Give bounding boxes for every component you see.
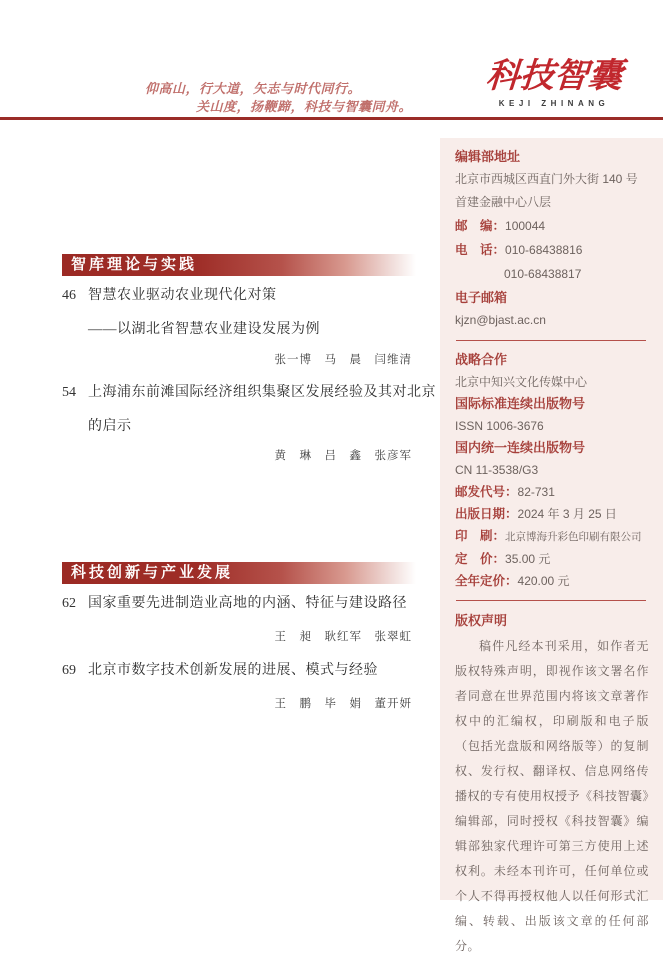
cn-number-heading: 国内统一连续出版物号	[455, 440, 586, 455]
entry-46-title: 智慧农业驱动农业现代化对策	[88, 288, 277, 303]
phone-value-1: 010-68438816	[505, 243, 583, 257]
entry-69-title: 北京市数字技术创新发展的进展、模式与经验	[88, 663, 378, 678]
price-row	[455, 548, 649, 570]
partner-heading: 战略合作	[455, 352, 508, 367]
publication-details-group	[455, 349, 649, 592]
post-distribution-value: 82-731	[517, 485, 555, 499]
cn-number-value: CN 11-3538/G3	[455, 463, 539, 477]
phone-row	[455, 238, 649, 262]
section-banner-think-tank: 智库理论与实践	[62, 254, 416, 276]
post-distribution-row	[455, 481, 649, 503]
entry-46-subtitle: ——以湖北省智慧农业建设发展为例	[88, 322, 320, 337]
journal-logo-pinyin: KEJI ZHINANG	[498, 99, 610, 108]
publish-date-row	[455, 503, 649, 525]
printer-label: 印 刷：	[455, 529, 506, 543]
price-label: 定 价：	[455, 552, 506, 566]
editorial-address-line2: 首建金融中心八层	[455, 195, 552, 209]
phone-value-2: 010-68438817	[504, 267, 582, 281]
postcode-row	[455, 214, 649, 238]
entry-54-page-number: 54	[62, 385, 76, 400]
postcode-label: 邮 编：	[455, 219, 506, 233]
issn-heading: 国际标准连续出版物号	[455, 396, 586, 411]
publish-date-value: 2024 年 3 月 25 日	[517, 507, 617, 521]
entry-69-page-number: 69	[62, 663, 76, 678]
sidebar-divider-1	[456, 340, 646, 341]
annual-price-label: 全年定价：	[455, 574, 518, 588]
printer-row	[455, 525, 649, 548]
entry-62-title: 国家重要先进制造业高地的内涵、特征与建设路径	[88, 596, 407, 611]
masthead-divider-rule	[0, 117, 663, 120]
journal-logo-chinese: 科技智囊	[484, 56, 624, 96]
entry-69-authors: 王 鹏 毕 娟 董开妍	[274, 698, 412, 710]
phone-row-2	[455, 262, 649, 286]
printer-value: 北京博海升彩色印刷有限公司	[505, 531, 642, 543]
masthead-slogan-line2: 关山度，扬鞭蹄，科技与智囊同舟。	[196, 100, 413, 115]
copyright-heading: 版权声明	[455, 613, 508, 628]
entry-62-authors: 王 昶 耿红军 张翠虹	[274, 631, 412, 643]
email-heading: 电子邮箱	[455, 290, 508, 305]
copyright-body: 稿件凡经本刊采用，如作者无版权特殊声明，即视作该文署名作者同意在世界范围内将该文章著作权中的汇编权，印刷版和电子版（包括光盘版和网络版等）的复制权、发行权、翻译权、信息网络传播权的专有使用权授予《科技智囊》编辑部，同时授权《科技智囊》编辑部独家代理许可第三方使用上述权利。未经本刊许可，任何单位或个人不得再授权他人以任何形式汇编、转载、出版该文章的任何部分。	[455, 639, 650, 953]
entry-46-authors: 张一博 马 晨 闫维清	[274, 354, 412, 366]
issn-value: ISSN 1006-3676	[455, 419, 544, 433]
editorial-address-line1: 北京市西城区西直门外大街 140 号	[455, 172, 638, 186]
partner-value: 北京中知兴文化传媒中心	[455, 375, 588, 389]
price-value: 35.00 元	[505, 552, 551, 566]
entry-62-page-number: 62	[62, 596, 76, 611]
sidebar-divider-2	[456, 600, 646, 601]
publish-date-label: 出版日期：	[455, 507, 518, 521]
masthead-slogan-line1: 仰高山，行大道，矢志与时代同行。	[145, 82, 362, 97]
entry-54-title: 上海浦东前滩国际经济组织集聚区发展经验及其对北京的启示	[88, 385, 436, 434]
publication-info-sidebar	[440, 138, 663, 953]
annual-price-row	[455, 570, 649, 592]
annual-price-value: 420.00 元	[517, 574, 570, 588]
entry-54-authors: 黄 琳 吕 鑫 张彦军	[274, 450, 412, 462]
post-distribution-label: 邮发代号：	[455, 485, 518, 499]
section-banner-innovation: 科技创新与产业发展	[62, 562, 416, 584]
journal-logo	[486, 56, 622, 108]
postcode-value: 100044	[505, 219, 546, 233]
phone-label: 电 话：	[455, 243, 506, 257]
email-value: kjzn@bjast.ac.cn	[455, 313, 546, 327]
entry-46-page-number: 46	[62, 288, 76, 303]
editorial-address-heading: 编辑部地址	[455, 149, 521, 164]
